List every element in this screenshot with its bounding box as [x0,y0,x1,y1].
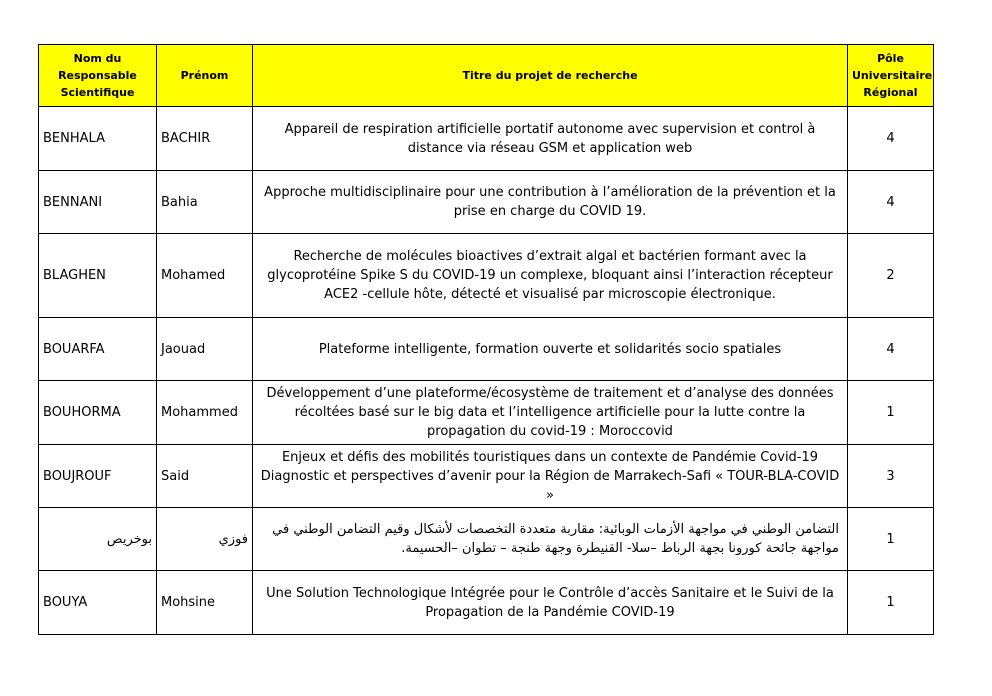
cell-prenom: Said [157,445,253,508]
cell-titre: Enjeux et défis des mobilités touristiques dans un contexte de Pandémie Covid-19 Diagnostic et perspectives d’avenir pour la Région de Marrakech-Safi « TOUR-BLA-COVID » [253,445,848,508]
table-row [39,445,934,508]
cell-pole: 4 [848,107,934,171]
cell-prenom: Jaouad [157,318,253,381]
table-row [39,508,934,571]
cell-titre: Plateforme intelligente, formation ouverte et solidarités socio spatiales [253,318,848,381]
table-row [39,234,934,318]
table-row [39,571,934,635]
table-row [39,107,934,171]
cell-pole: 4 [848,171,934,234]
cell-nom: BOUYA [39,571,157,635]
header-row [39,45,934,107]
cell-nom: BOUARFA [39,318,157,381]
cell-nom: BLAGHEN [39,234,157,318]
cell-nom: BOUHORMA [39,381,157,445]
cell-titre: التضامن الوطني في مواجهة الأزمات الوبائية: مقاربة متعددة التخصصات لأشكال وقيم التضامن الوطني في مواجهة جائحة كورونا بجهة الرباط –سلا- القنيطرة وجهة طنجة – تطوان –الحسيمة. [253,508,848,571]
cell-nom: BENHALA [39,107,157,171]
cell-pole: 3 [848,445,934,508]
table-row [39,171,934,234]
cell-titre: Approche multidisciplinaire pour une contribution à l’amélioration de la prévention et la prise en charge du COVID 19. [253,171,848,234]
cell-pole: 1 [848,508,934,571]
cell-pole: 2 [848,234,934,318]
cell-nom: BOUJROUF [39,445,157,508]
cell-titre: Une Solution Technologique Intégrée pour le Contrôle d’accès Sanitaire et le Suivi de la Propagation de la Pandémie COVID-19 [253,571,848,635]
cell-pole: 4 [848,318,934,381]
cell-titre: Recherche de molécules bioactives d’extrait algal et bactérien formant avec la glycoprotéine Spike S du COVID-19 un complexe, bloquant ainsi l’interaction récepteur ACE2 -cellule hôte, détecté et visualisé par microscopie électronique. [253,234,848,318]
projects-table [38,44,934,635]
cell-titre: Appareil de respiration artificielle portatif autonome avec supervision et control à distance via réseau GSM et application web [253,107,848,171]
header-titre: Titre du projet de recherche [253,45,848,107]
cell-pole: 1 [848,381,934,445]
cell-prenom: فوزي [157,508,253,571]
cell-prenom: Mohamed [157,234,253,318]
header-pole: Pôle Universitaire Régional [848,45,934,107]
cell-nom: بوخريص [39,508,157,571]
cell-prenom: BACHIR [157,107,253,171]
table-row [39,381,934,445]
header-prenom: Prénom [157,45,253,107]
cell-nom: BENNANI [39,171,157,234]
cell-prenom: Bahia [157,171,253,234]
header-nom: Nom du Responsable Scientifique [39,45,157,107]
cell-pole: 1 [848,571,934,635]
table-row [39,318,934,381]
cell-prenom: Mohammed [157,381,253,445]
cell-titre: Développement d’une plateforme/écosystème de traitement et d’analyse des données récoltées basé sur le big data et l’intelligence artificielle pour la lutte contre la propagation du covid-19 : Moroccovid [253,381,848,445]
cell-prenom: Mohsine [157,571,253,635]
